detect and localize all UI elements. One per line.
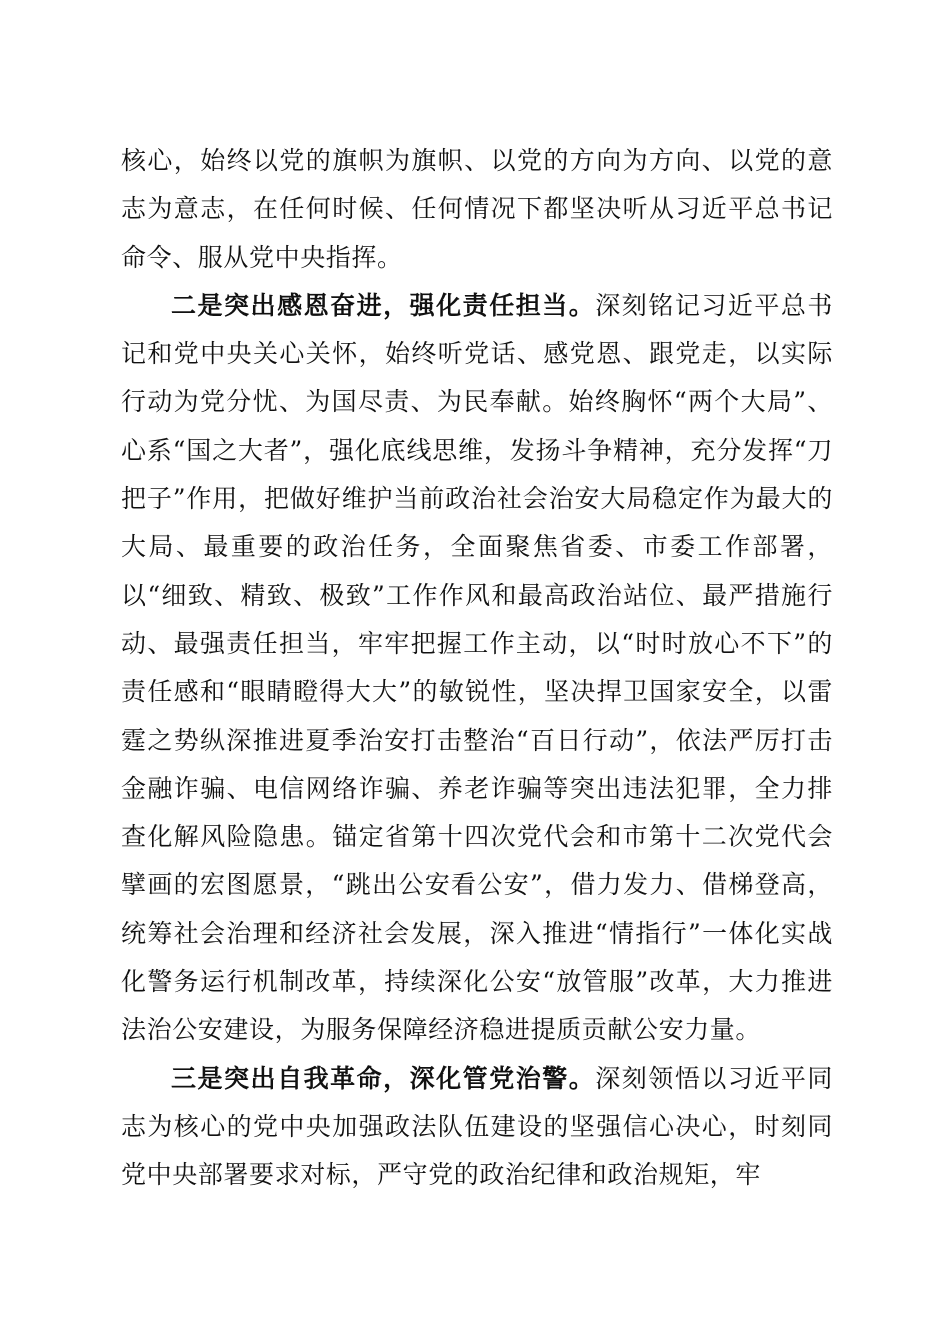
paragraph-text: 深刻铭记习近平总书记和党中央关心关怀，始终听党话、感党恩、跟党走，以实际行动为党分忧、为国尽责、为民奉献。始终胸怀“两个大局”、心系“国之大者”，强化底线思维，发扬斗争精神，充分发挥“刀把子”作用，把做好维护当前政治社会治安大局稳定作为最大的大局、最重要的政治任务，全面聚焦省委、市委工作部署，以“细致、精致、极致”工作作风和最高政治站位、最严措施行动、最强责任担当，牢牢把握工作主动，以“时时放心不下”的责任感和“眼睛瞪得大大”的敏锐性，坚决捍卫国家安全，以雷霆之势纵深推进夏季治安打击整治“百日行动”，依法严厉打击金融诈骗、电信网络诈骗、养老诈骗等突出违法犯罪，全力排查化解风险隐患。锚定省第十四次党代会和市第十二次党代会擘画的宏图愿景，“跳出公安看公安”，借力发力、借梯登高，统筹社会治理和经济社会发展，深入推进“情指行”一体化实战化警务运行机制改革，持续深化公安“放管服”改革，大力推进法治公安建设，为服务保障经济稳进提质贡献公安力量。 (121, 290, 833, 1045)
paragraph-text: 深刻领悟以习近平同志为核心的党中央加强政法队伍建设的坚强信心决心，时刻同党中央部署要求对标，严守党的政治纪律和政治规矩，牢 (121, 1063, 833, 1190)
paragraph-responsibility (121, 282, 833, 1055)
paragraph-heading: 二是突出感恩奋进，强化责任担当。 (171, 290, 596, 320)
paragraph-self-revolution (121, 1055, 833, 1200)
document-body (121, 137, 833, 1200)
paragraph-heading: 三是突出自我革命，深化管党治警。 (171, 1063, 596, 1093)
paragraph-text: 核心，始终以党的旗帜为旗帜、以党的方向为方向、以党的意志为意志，在任何时候、任何情况下都坚决听从习近平总书记命令、服从党中央指挥。 (121, 146, 833, 272)
paragraph-continued (121, 137, 833, 282)
